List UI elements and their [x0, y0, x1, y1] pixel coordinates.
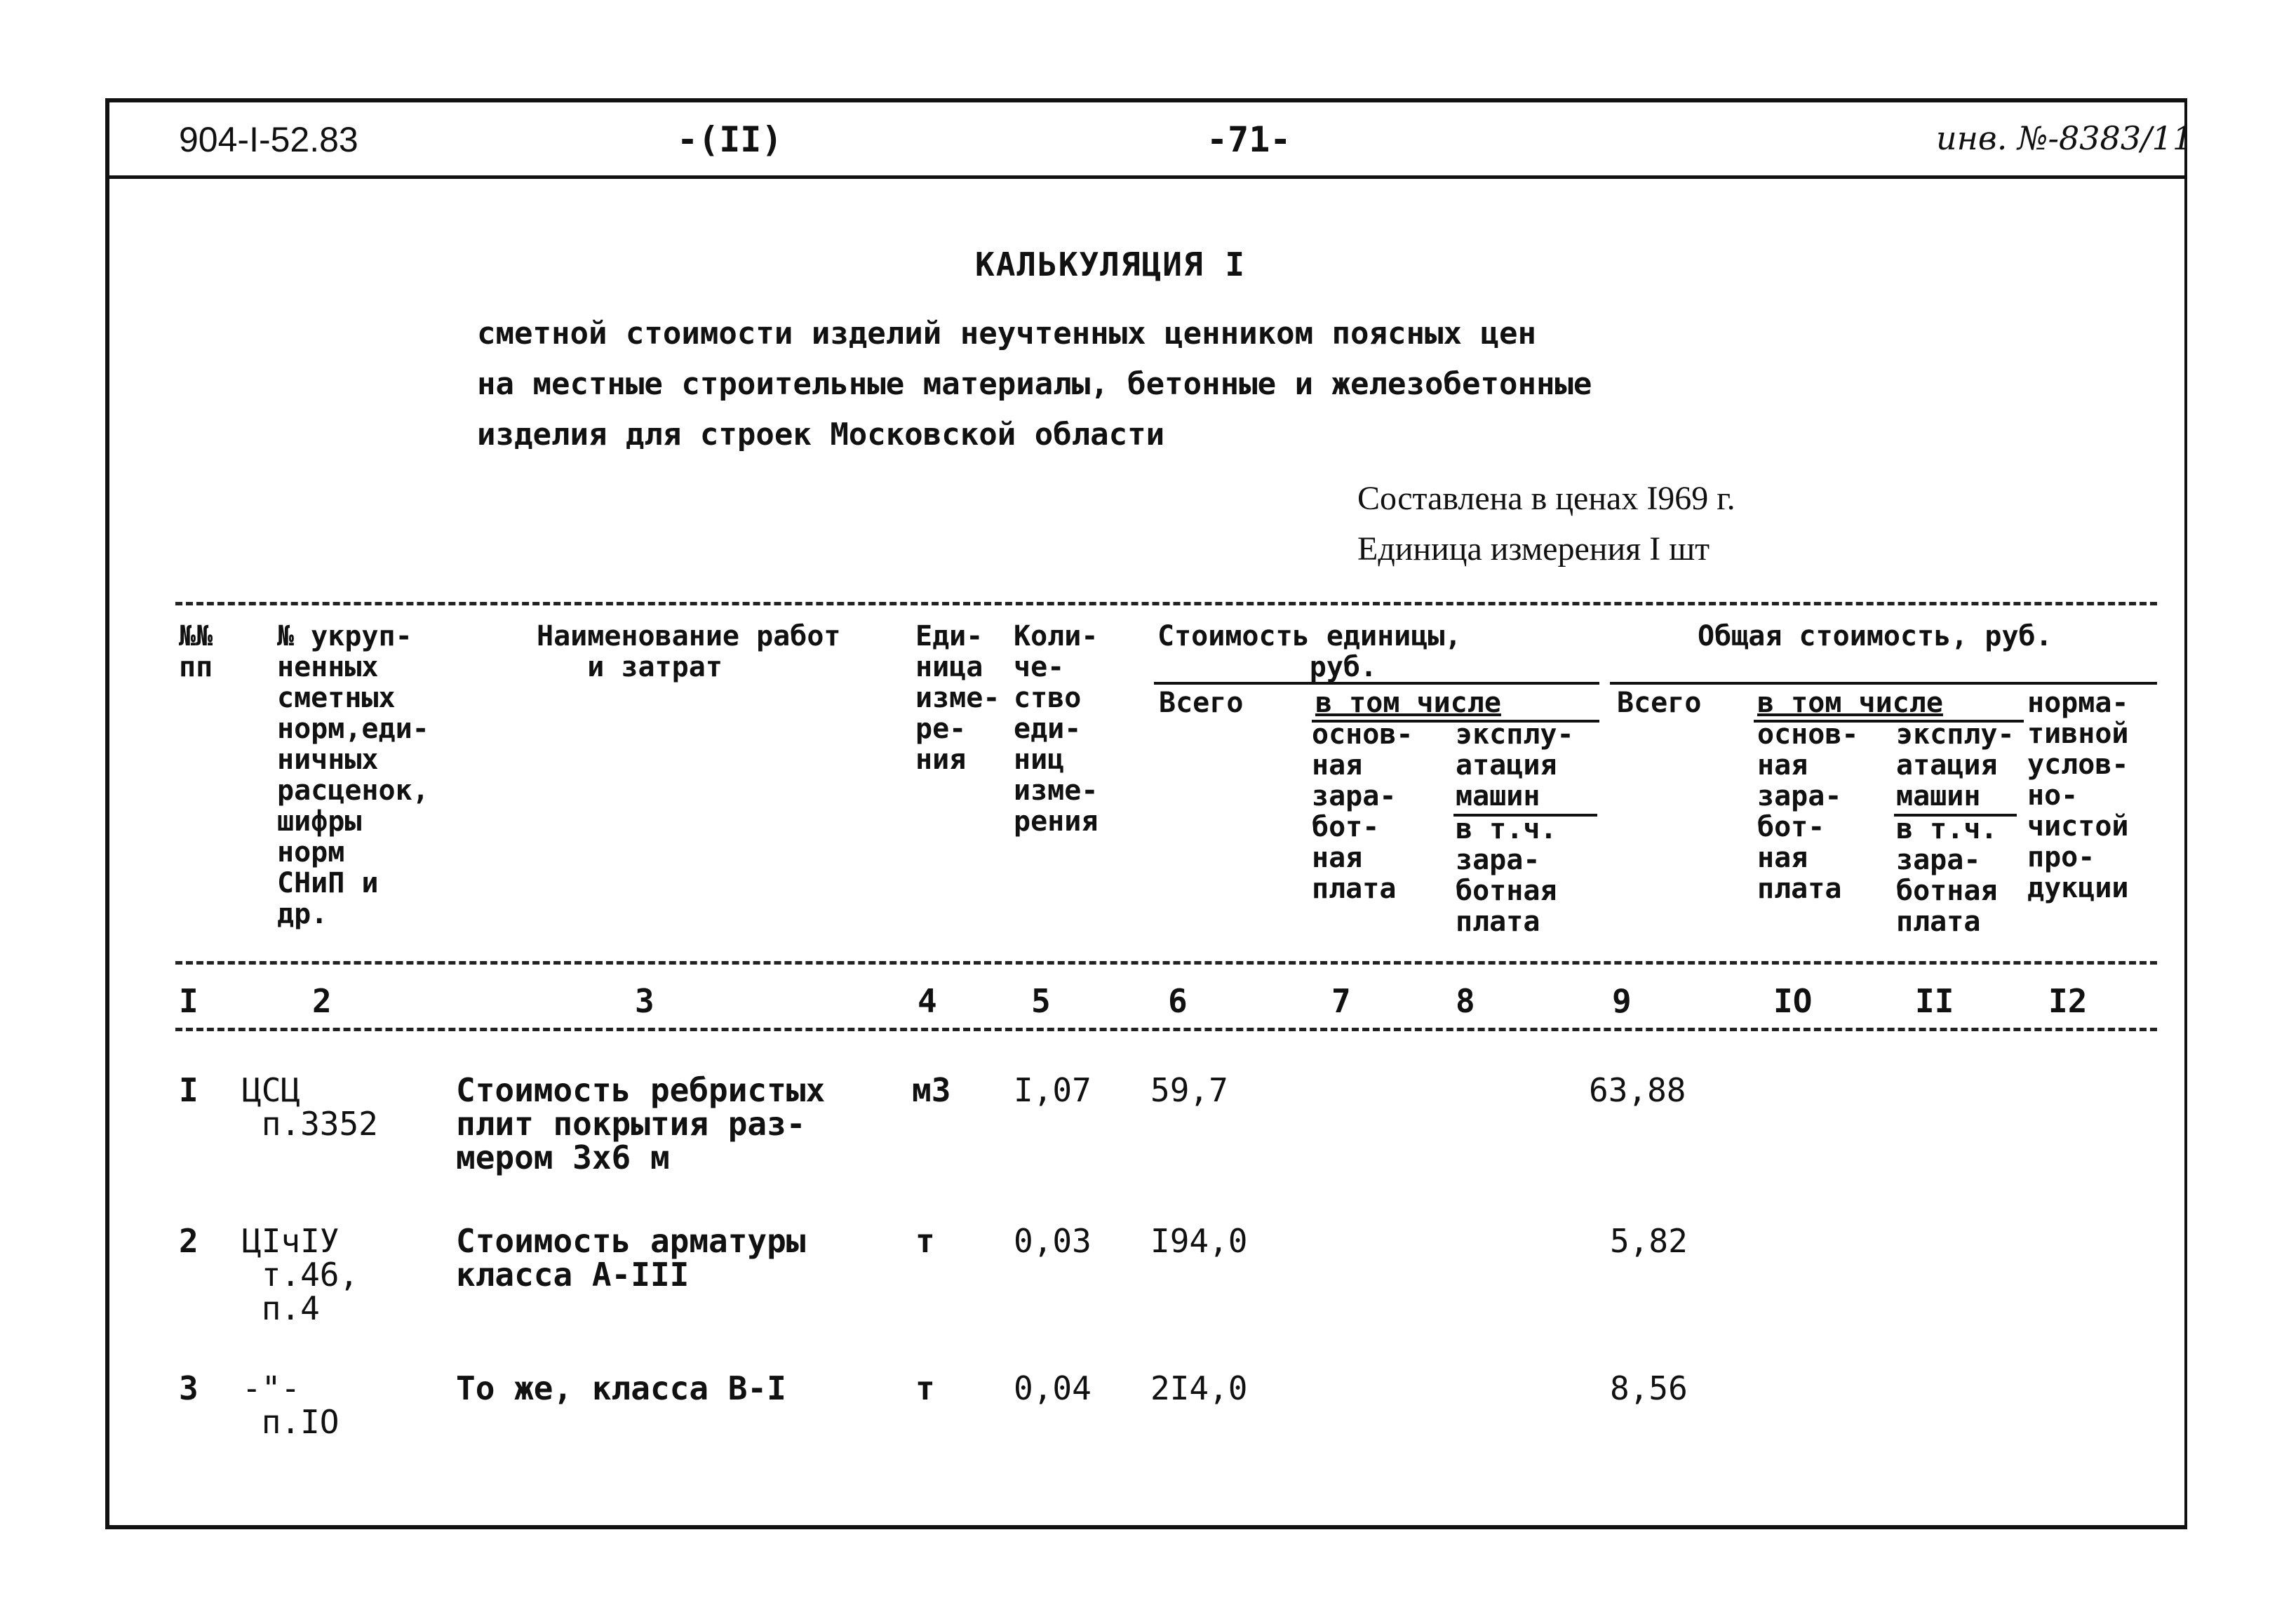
- row-number: 3: [179, 1369, 199, 1407]
- col-header-unit-cost: Стоимость единицы, руб.: [1157, 620, 1462, 683]
- header-bottom-divider: [175, 961, 2157, 965]
- page-number: -71-: [1207, 119, 1291, 160]
- subtitle-line: изделия для строек Московской области: [477, 417, 1165, 452]
- row-norm-ref: -"- п.IO: [242, 1369, 340, 1441]
- column-number: 2: [312, 982, 332, 1020]
- table-top-divider: [175, 602, 2157, 605]
- col-header-normative-product: норма- тивной услов- но- чистой про- дукции: [2027, 687, 2129, 904]
- row-unit: т: [915, 1222, 935, 1260]
- subtitle-line: сметной стоимости изделий неучтенных ценником поясных цен: [477, 316, 1536, 351]
- row-unit: т: [915, 1369, 935, 1407]
- column-numbers-divider: [175, 1028, 2157, 1031]
- header-row: [105, 98, 2187, 179]
- col-header-unit-total: Всего: [1159, 687, 1244, 719]
- column-number: I: [179, 982, 199, 1020]
- row-name: Стоимость арматуры класса А-III: [456, 1222, 806, 1294]
- col-header-total-machines: эксплу- атация машин: [1896, 718, 2015, 812]
- row-number: I: [179, 1071, 199, 1109]
- col-header-total: Всего: [1617, 687, 1702, 719]
- row-quantity: 0,04: [1014, 1369, 1092, 1407]
- row-unit: м3: [912, 1071, 951, 1109]
- row-norm-ref: ЦСЦ п.3352: [242, 1071, 378, 1143]
- col-header-unit-machines: эксплу- атация машин: [1456, 718, 1574, 812]
- col-header-total-cost: Общая стоимость, руб.: [1698, 620, 2053, 652]
- subtitle-line: на местные строительные материалы, бетонные и железобетонные: [477, 366, 1592, 402]
- col-header-unit-machines-wage: в т.ч. зара- ботная плата: [1456, 813, 1557, 938]
- col-header-unit: Еди- ница изме- ре- ния: [915, 620, 1000, 776]
- column-number: 6: [1168, 982, 1188, 1020]
- col-header-norm-ref: № укруп- ненных сметных норм,еди- ничных расценок, шифры норм СНиП и др.: [277, 620, 429, 930]
- col-header-total-machines-wage: в т.ч. зара- ботная плата: [1896, 813, 1998, 938]
- column-number: II: [1915, 982, 1954, 1020]
- col-header-total-including: в том числе: [1757, 687, 1943, 719]
- inventory-number: инв. №-8383/11: [1936, 119, 2194, 157]
- row-name: Стоимость ребристых плит покрытия раз- мером 3х6 м: [456, 1071, 826, 1176]
- compiled-prices: Составлена в ценах I969 г.: [1357, 480, 1735, 517]
- column-number: 8: [1456, 982, 1475, 1020]
- row-unit-cost-total: 59,7: [1150, 1071, 1228, 1109]
- col-header-number: №№ пп: [179, 620, 213, 683]
- row-quantity: 0,03: [1014, 1222, 1092, 1260]
- row-quantity: I,07: [1014, 1071, 1092, 1109]
- row-unit-cost-total: I94,0: [1150, 1222, 1248, 1260]
- row-total-cost: 63,88: [1589, 1071, 1686, 1109]
- column-number: I2: [2048, 982, 2088, 1020]
- col-header-total-wage: основ- ная зара- бот- ная плата: [1757, 718, 1859, 905]
- unit-cost-underline: [1154, 682, 1599, 685]
- column-number: 9: [1612, 982, 1632, 1020]
- col-header-unit-including: в том числе: [1315, 687, 1501, 719]
- row-norm-ref: ЦIчIУ т.46, п.4: [242, 1222, 359, 1327]
- column-number: 3: [635, 982, 654, 1020]
- document-code: 904-I-52.83: [179, 120, 358, 159]
- row-unit-cost-total: 2I4,0: [1150, 1369, 1248, 1407]
- row-name: То же, класса В-I: [456, 1369, 786, 1407]
- document-part: -(II): [677, 119, 783, 160]
- column-number: 7: [1331, 982, 1351, 1020]
- col-header-quantity: Коли- че- ство еди- ниц изме- рения: [1014, 620, 1099, 838]
- row-number: 2: [179, 1222, 199, 1260]
- row-total-cost: 8,56: [1610, 1369, 1688, 1407]
- column-number: 5: [1031, 982, 1051, 1020]
- total-cost-underline: [1610, 682, 2157, 685]
- col-header-unit-wage: основ- ная зара- бот- ная плата: [1312, 718, 1413, 905]
- col-header-name: Наименование работ и затрат: [537, 620, 841, 683]
- column-number: IO: [1773, 982, 1813, 1020]
- row-total-cost: 5,82: [1610, 1222, 1688, 1260]
- page-title: КАЛЬКУЛЯЦИЯ I: [975, 246, 1247, 283]
- measurement-unit: Единица измерения I шт: [1357, 530, 1710, 568]
- column-number: 4: [918, 982, 937, 1020]
